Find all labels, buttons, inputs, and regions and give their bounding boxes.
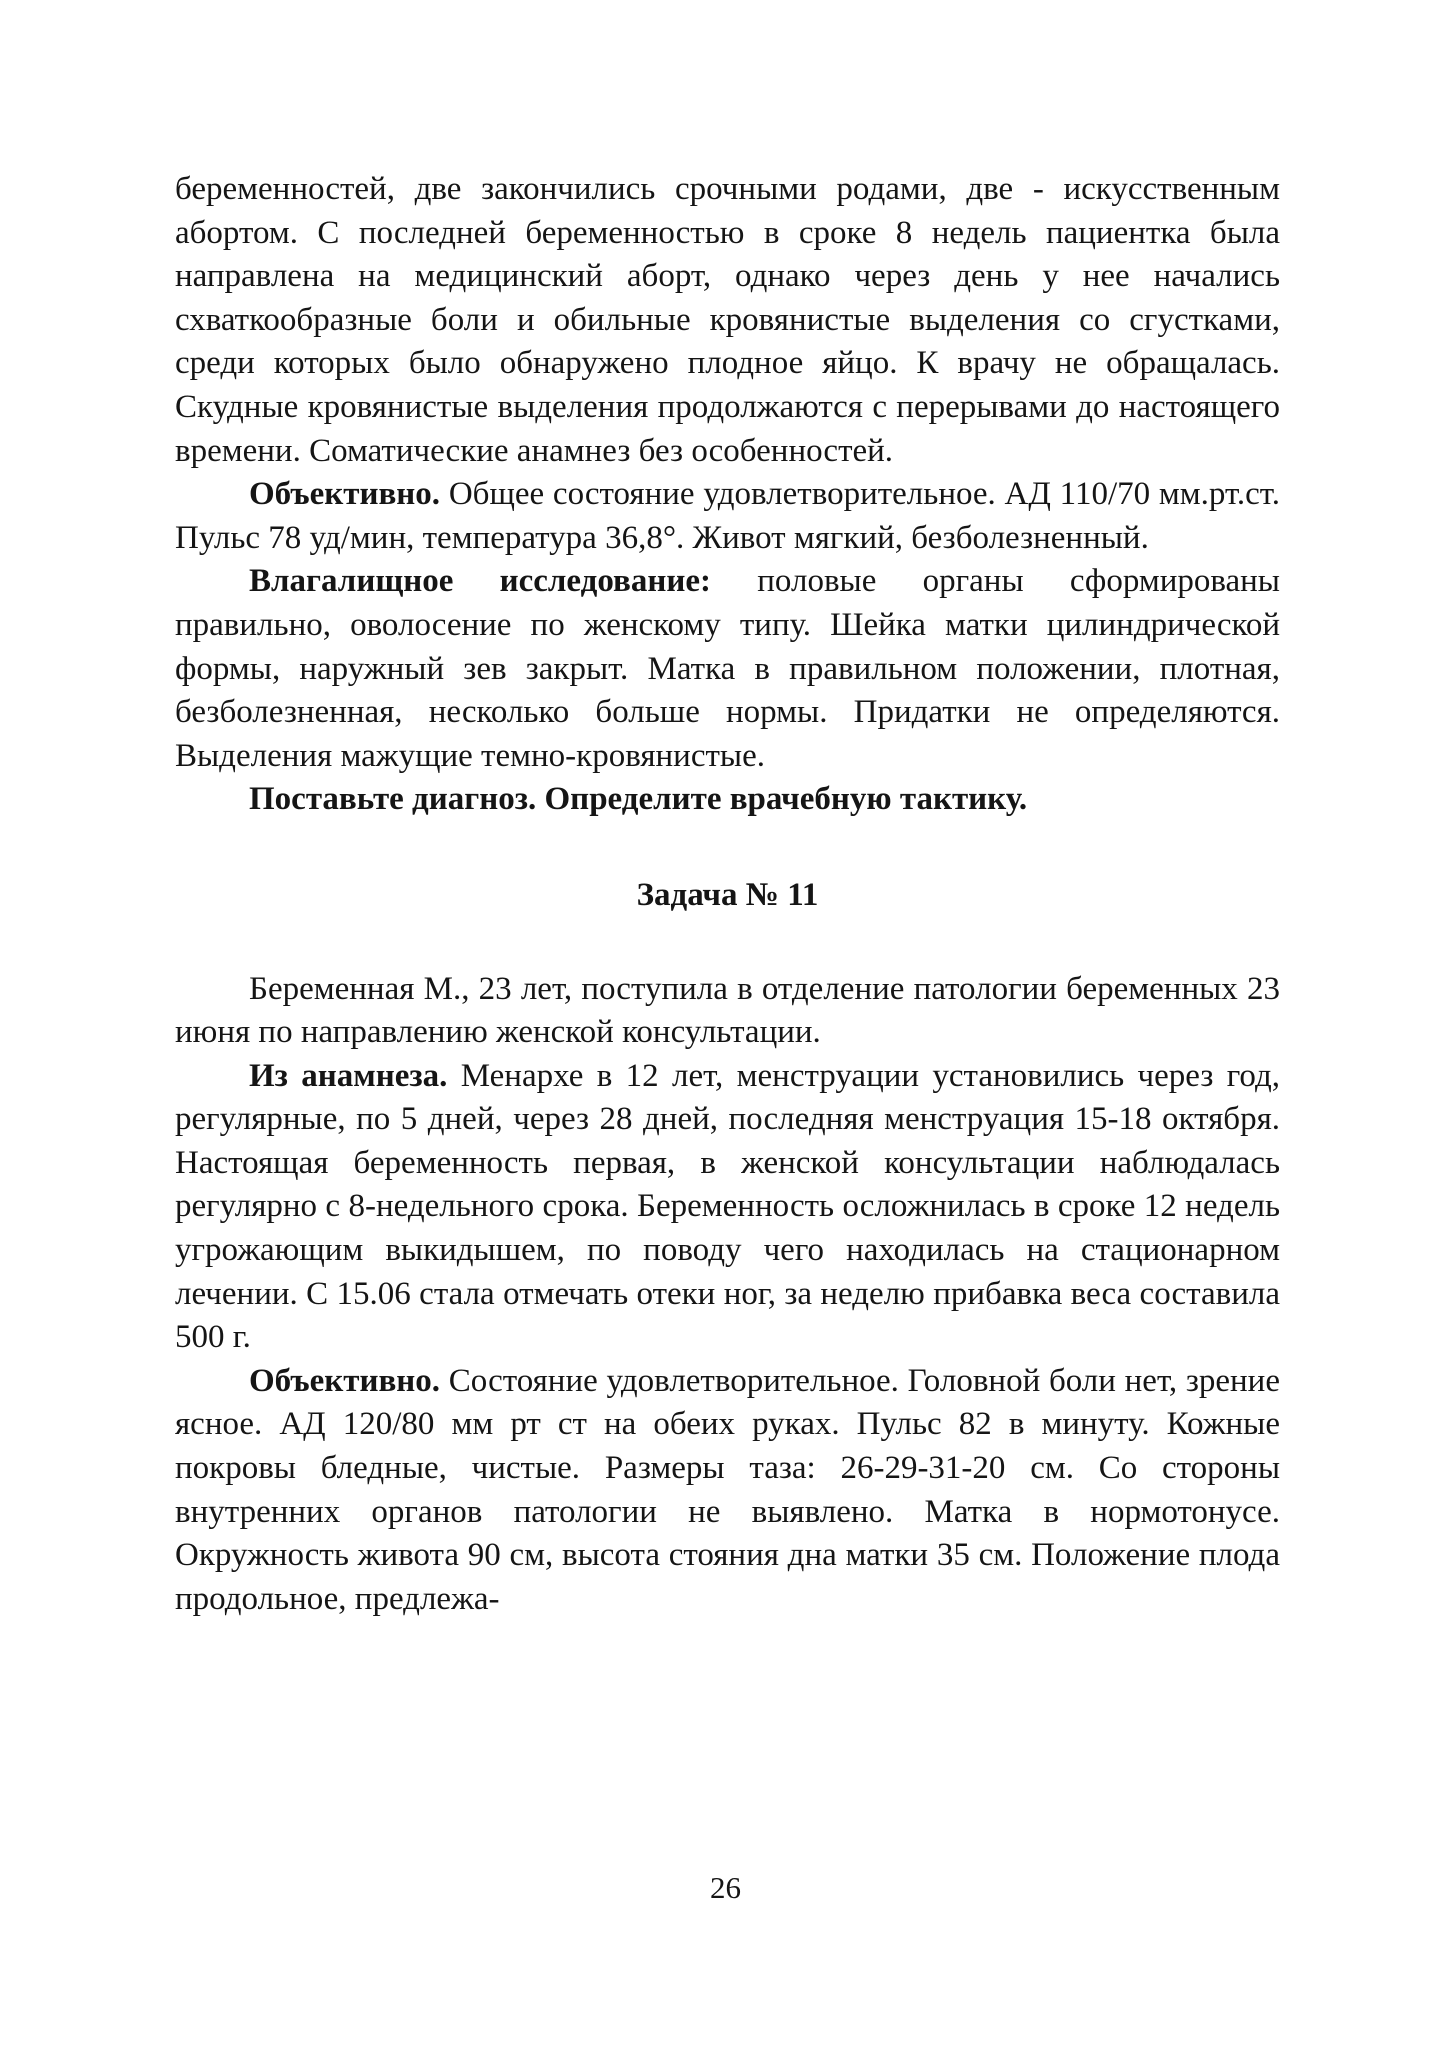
paragraph-vaginal-exam [175, 560, 1280, 778]
paragraph-anamnesis [175, 1055, 1280, 1360]
paragraph-text: Беременная М., 23 лет, поступила в отделение патологии беременных 23 июня по направлению женской консультации. [175, 970, 1280, 1051]
paragraph-text: беременностей, две закончились срочными родами, две - искусственным абортом. С последней беременностью в сроке 8 недель пациентка была направлена на медицинский аборт, однако через день у нее начались схваткообразные боли и обильные кровянистые выделения со сгустками, среди которых было обнаружено плодное яйцо. К врачу не обращалась. Скудные кровянистые выделения продолжаются с перерывами до настоящего времени. Соматические анамнез без особенностей. [175, 171, 1280, 469]
paragraph-intro [175, 968, 1280, 1055]
document-page [175, 168, 1280, 1621]
task-heading: Задача № 11 [636, 876, 819, 913]
paragraph-objective-2 [175, 1360, 1280, 1622]
paragraph-lead: Из анамнеза. [249, 1057, 448, 1094]
paragraph-history-continued [175, 168, 1280, 473]
paragraph-text: Менархе в 12 лет, менструации установились через год, регулярные, по 5 дней, через 28 дней, последняя менструация 15-18 октября. Настоящая беременность первая, в женской консультации наблюдалась регулярно с 8-недельного срока. Беременность осложнилась в сроке 12 недель угрожающим выкидышем, по поводу чего находилась на стационарном лечении. С 15.06 стала отмечать отеки ног, за неделю прибавка веса составила 500 г. [175, 1057, 1281, 1356]
paragraph-text: Состояние удовлетворительное. Головной боли нет, зрение ясное. АД 120/80 мм рт ст на обеих руках. Пульс 82 в минуту. Кожные покровы бледные, чистые. Размеры таза: 26-29-31-20 см. Со стороны внутренних органов патологии не выявлено. Матка в нормотонусе. Окружность живота 90 см, высота стояния дна матки 35 см. Положение плода продольное, предлежа- [175, 1362, 1280, 1617]
paragraph-task-question [175, 778, 1280, 822]
paragraph-text: половые органы сформированы правильно, оволосение по женскому типу. Шейка матки цилиндрической формы, наружный зев закрыт. Матка в правильном положении, плотная, безболезненная, несколько больше нормы. Придатки не определяются. Выделения мажущие темно-кровянистые. [175, 563, 1280, 774]
paragraph-objective [175, 473, 1280, 560]
paragraph-lead: Влагалищное исследование: [249, 563, 711, 600]
paragraph-lead: Объективно. [249, 1362, 441, 1399]
paragraph-lead: Объективно. [249, 476, 441, 513]
paragraph-text: Общее состояние удовлетворительное. АД 110/70 мм.рт.ст. Пульс 78 уд/мин, температура 36,8°. Живот мягкий, безболезненный. [175, 476, 1280, 556]
page-number: 26 [710, 1870, 741, 1905]
paragraph-lead: Поставьте диагноз. Определите врачебную тактику. [249, 781, 1028, 818]
